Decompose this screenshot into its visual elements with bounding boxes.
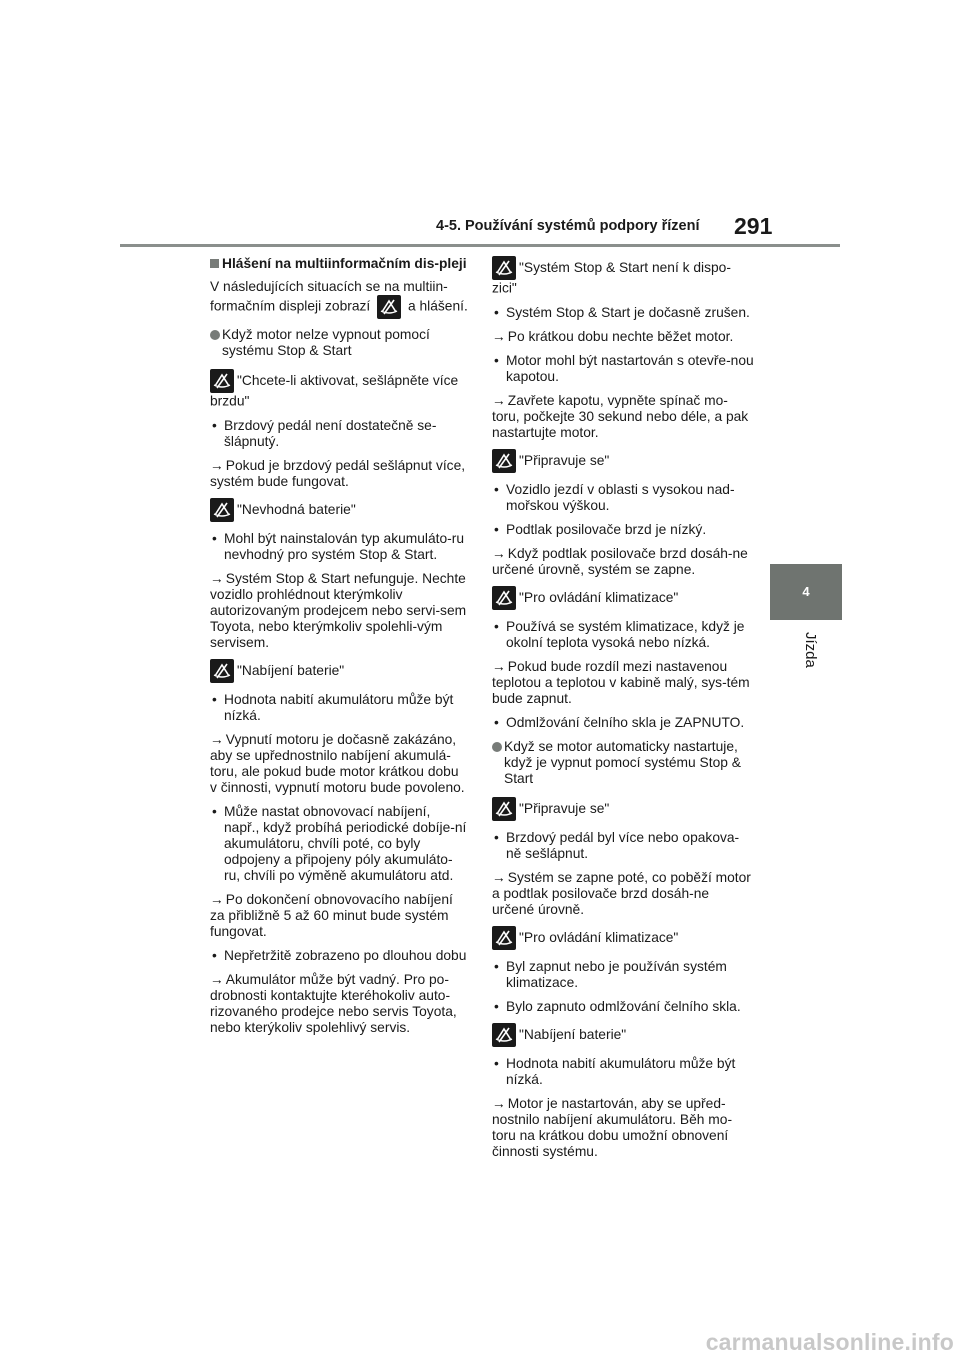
list-item: • Byl zapnut nebo je používán systém klimatizace. (494, 959, 727, 991)
list-item: • Brzdový pedál byl více nebo opakova-ně sešlápnut. (494, 830, 740, 862)
list-item: • Motor mohl být nastartován s otevře-nou kapotou. (494, 353, 754, 385)
action-text: → Zavřete kapotu, vypněte spínač mo-toru, počkejte 30 sekund nebo déle, a pak nastartujte motor. (492, 393, 749, 441)
message-title: "Nabíjení baterie" (492, 1023, 754, 1047)
list-item: • Hodnota nabití akumulátoru může být nízká. (494, 1056, 736, 1088)
arrow-icon: → (492, 870, 506, 886)
bullet-icon: • (212, 418, 217, 434)
bullet-icon: • (494, 522, 499, 538)
list-item: • Brzdový pedál není dostatečně se-šlápnutý. (212, 418, 437, 450)
situation-item: Když motor nelze vypnout pomocí systému Stop & Start (210, 327, 468, 359)
master-warning-icon (492, 586, 516, 610)
left-messages (210, 369, 468, 796)
bullet-icon: • (212, 948, 217, 964)
bullet-icon: • (494, 482, 499, 498)
arrow-icon: → (492, 546, 506, 562)
list-item: • Podtlak posilovače brzd je nízký. (494, 522, 707, 538)
bullet-icon: • (494, 959, 499, 975)
left-extra (210, 804, 468, 1036)
right-column (492, 256, 754, 1168)
message-title: "Nevhodná baterie" (210, 498, 468, 522)
right-messages-b (492, 797, 754, 1160)
bullet-icon: • (494, 715, 499, 731)
bullet-icon: • (494, 353, 499, 369)
page-number: 291 (734, 213, 773, 239)
list-item: • Bylo zapnuto odmlžování čelního skla. (494, 999, 741, 1015)
message-title: "Připravuje se" (492, 449, 754, 473)
intro-paragraph: V následujících situacích se na multiin-formačním displeji zobrazí a hlášení. (210, 279, 468, 319)
bullet-icon: • (212, 804, 217, 820)
section-heading: Hlášení na multiinformačním dis-pleji (210, 256, 468, 272)
arrow-icon: → (492, 1096, 506, 1112)
section-title: 4-5. Používání systémů podpory řízení (436, 218, 700, 234)
bullet-icon: • (212, 692, 217, 708)
list-item: • Mohl být nainstalován typ akumuláto-ru nevhodný pro systém Stop & Start. (212, 531, 465, 563)
action-text: → Pokud bude rozdíl mezi nastavenou teplotou a teplotou v kabině malý, sys-tém bude zapnut. (492, 659, 750, 707)
master-warning-icon (377, 295, 401, 319)
message-title: "Systém Stop & Start není k dispo-zici" (492, 256, 754, 296)
message-title: "Chcete-li aktivovat, sešlápněte více brzdu" (210, 369, 468, 409)
arrow-icon: → (492, 659, 506, 675)
action-text: → Když podtlak posilovače brzd dosáh-ne určené úrovně, systém se zapne. (492, 546, 748, 578)
master-warning-icon (210, 498, 234, 522)
master-warning-icon (492, 797, 516, 821)
circle-bullet-icon (492, 742, 502, 752)
master-warning-icon (492, 1023, 516, 1047)
action-text: → Systém Stop & Start nefunguje. Nechte vozidlo prohlédnout kterýmkoliv autorizovaným prodejcem nebo servi-sem Toyota, nebo kterýmkoliv spolehli-vým servisem. (210, 571, 467, 651)
bullet-icon: • (494, 830, 499, 846)
list-item: • Nepřetržitě zobrazeno po dlouhou dobu (212, 948, 467, 964)
bullet-icon: • (494, 999, 499, 1015)
arrow-icon: → (210, 892, 224, 908)
action-text: → Vypnutí motoru je dočasně zakázáno, aby se upřednostnilo nabíjení akumulá-toru, ale pokud bude motor krátkou dobu v činnosti, vypnutí motoru bude povoleno. (210, 732, 465, 796)
list-item: • Vozidlo jezdí v oblasti s vysokou nad-mořskou výškou. (494, 482, 735, 514)
list-item: • Hodnota nabití akumulátoru může být nízká. (212, 692, 454, 724)
square-bullet-icon (210, 259, 219, 268)
message-title: "Pro ovládání klimatizace" (492, 586, 754, 610)
message-title: "Připravuje se" (492, 797, 754, 821)
arrow-icon: → (492, 329, 506, 345)
list-item: • Systém Stop & Start je dočasně zrušen. (494, 305, 750, 321)
action-text: → Systém se zapne poté, co poběží motor a podtlak posilovače brzd dosáh-ne určené úrovně. (492, 870, 751, 918)
master-warning-icon (492, 926, 516, 950)
arrow-icon: → (210, 571, 224, 587)
action-text: → Po krátkou dobu nechte běžet motor. (492, 329, 734, 345)
left-column (210, 256, 468, 1044)
master-warning-icon (210, 659, 234, 683)
arrow-icon: → (492, 393, 506, 409)
chapter-tab[interactable]: 4 (770, 564, 842, 620)
bullet-icon: • (494, 1056, 499, 1072)
master-warning-icon (492, 449, 516, 473)
circle-bullet-icon (210, 330, 220, 340)
bullet-icon: • (494, 305, 499, 321)
bullet-icon: • (494, 619, 499, 635)
list-item: • Může nastat obnovovací nabíjení, např., když probíhá periodické dobíje-ní akumulátoru, chvíli poté, co byly odpojeny a připojeny póly akumuláto-ru, chvíli po výměně akumulátoru atd. (212, 804, 467, 884)
arrow-icon: → (210, 732, 224, 748)
action-text: → Akumulátor může být vadný. Pro po-drobnosti kontaktujte kteréhokoliv auto-rizovaného prodejce nebo servis Toyota, nebo kterýkoliv spolehlivý servis. (210, 972, 457, 1036)
master-warning-icon (492, 256, 516, 280)
message-title: "Pro ovládání klimatizace" (492, 926, 754, 950)
bullet-icon: • (212, 531, 217, 547)
situation-item: Když se motor automaticky nastartuje, když je vypnut pomocí systému Stop & Start (492, 739, 754, 787)
action-text: → Po dokončení obnovovacího nabíjení za přibližně 5 až 60 minut bude systém fungovat. (210, 892, 453, 940)
message-title: "Nabíjení baterie" (210, 659, 468, 683)
action-text: → Pokud je brzdový pedál sešlápnut více, systém bude fungovat. (210, 458, 466, 490)
right-messages-a (492, 256, 754, 731)
header-divider (120, 244, 840, 247)
master-warning-icon (210, 369, 234, 393)
arrow-icon: → (210, 972, 224, 988)
chapter-label: Jízda (802, 632, 819, 668)
watermark: carmanualsonline.info (705, 1329, 954, 1355)
list-item: • Odmlžování čelního skla je ZAPNUTO. (494, 715, 745, 731)
action-text: → Motor je nastartován, aby se upřed-nostnilo nabíjení akumulátoru. Běh mo-toru na krátkou dobu umožní obnovení činnosti systému. (492, 1096, 733, 1160)
list-item: • Používá se systém klimatizace, když je okolní teplota vysoká nebo nízká. (494, 619, 745, 651)
arrow-icon: → (210, 458, 224, 474)
